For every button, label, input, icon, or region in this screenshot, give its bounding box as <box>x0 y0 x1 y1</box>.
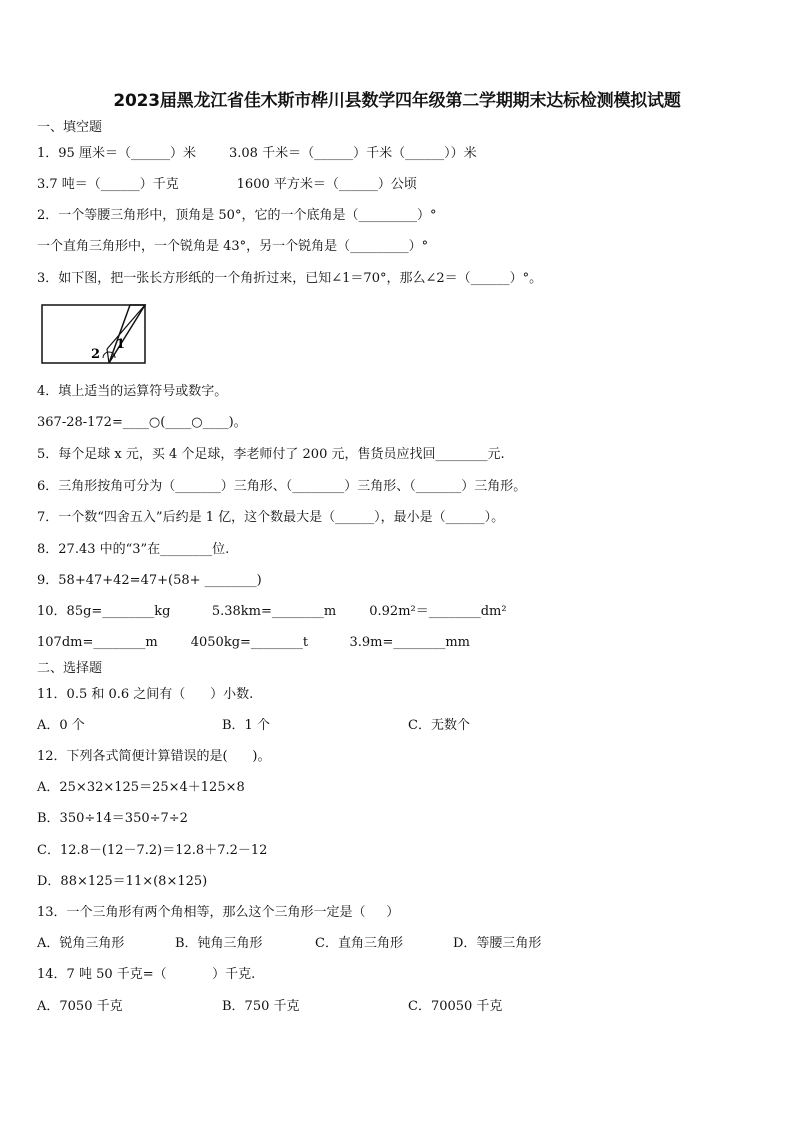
q13-option-c: C．直角三角形 <box>315 936 403 951</box>
question-11: 11．0.5 和 0.6 之间有（ ）小数. <box>37 687 254 702</box>
question-3: 3．如下图，把一张长方形纸的一个角折过来，已知∠1＝70°，那么∠2＝（______）°。 <box>37 271 543 286</box>
question-13: 13．一个三角形有两个角相等，那么这个三角形一定是（ ） <box>37 905 400 920</box>
question-1a: 1．95 厘米＝（______）米 3.08 千米＝（______）千米（______））米 <box>37 146 477 161</box>
q14-option-a: A．7050 千克 <box>37 999 123 1014</box>
question-6: 6．三角形按角可分为（_______）三角形、（________）三角形、（_______）三角形。 <box>37 479 527 494</box>
question-2b: 一个直角三角形中，一个锐角是 43°，另一个锐角是（_________）° <box>37 239 429 254</box>
question-2a: 2．一个等腰三角形中，顶角是 50°，它的一个底角是（_________）° <box>37 208 437 223</box>
question-10b: 107dm=________m 4050kg=________t 3.9m=________mm <box>37 635 471 650</box>
q11-option-c: C．无数个 <box>408 718 470 733</box>
q13-option-b: B．钝角三角形 <box>175 936 263 951</box>
angle-1-label: 1 <box>116 337 126 352</box>
fold-edge <box>107 349 109 363</box>
question-8: 8．27.43 中的“3”在________位. <box>37 542 230 557</box>
q14-option-b: B．750 千克 <box>222 999 300 1014</box>
question-4b: 367-28-172=____○(____○____)。 <box>37 415 247 430</box>
q12-option-d: D．88×125＝11×(8×125) <box>37 874 208 889</box>
question-4: 4．填上适当的运算符号或数字。 <box>37 384 228 399</box>
question-5: 5．每个足球 x 元，买 4 个足球，李老师付了 200 元，售货员应找回________元. <box>37 447 505 462</box>
q14-option-c: C．70050 千克 <box>408 999 503 1014</box>
fold-line <box>107 305 145 349</box>
angle-2-label: 2 <box>91 347 101 362</box>
q12-option-a: A．25×32×125＝25×4＋125×8 <box>37 780 245 795</box>
question-12: 12．下列各式简便计算错误的是( )。 <box>37 749 271 764</box>
section-choice: 二、选择题 <box>37 661 103 676</box>
q11-option-b: B．1 个 <box>222 718 270 733</box>
q13-option-d: D．等腰三角形 <box>453 936 542 951</box>
folded-rectangle-figure <box>40 302 152 366</box>
question-7: 7．一个数“四舍五入”后约是 1 亿，这个数最大是（______），最小是（______）。 <box>37 510 505 525</box>
section-fill-in: 一、填空题 <box>37 120 103 135</box>
page-title: 2023届黑龙江省佳木斯市桦川县数学四年级第二学期期末达标检测模拟试题 <box>113 91 681 111</box>
q12-option-b: B．350÷14＝350÷7÷2 <box>37 811 188 826</box>
q12-option-c: C．12.8－(12－7.2)＝12.8＋7.2－12 <box>37 843 268 858</box>
question-14: 14．7 吨 50 千克=（ ）千克. <box>37 967 256 982</box>
q13-option-a: A．锐角三角形 <box>37 936 125 951</box>
question-10a: 10．85g=________kg 5.38km=________m 0.92m²＝________dm² <box>37 604 507 619</box>
question-1b: 3.7 吨＝（______）千克 1600 平方米＝（______）公顷 <box>37 177 417 192</box>
q11-option-a: A．0 个 <box>37 718 85 733</box>
question-9: 9．58+47+42=47+(58+ ________) <box>37 573 262 588</box>
fold-triangle <box>109 305 145 363</box>
